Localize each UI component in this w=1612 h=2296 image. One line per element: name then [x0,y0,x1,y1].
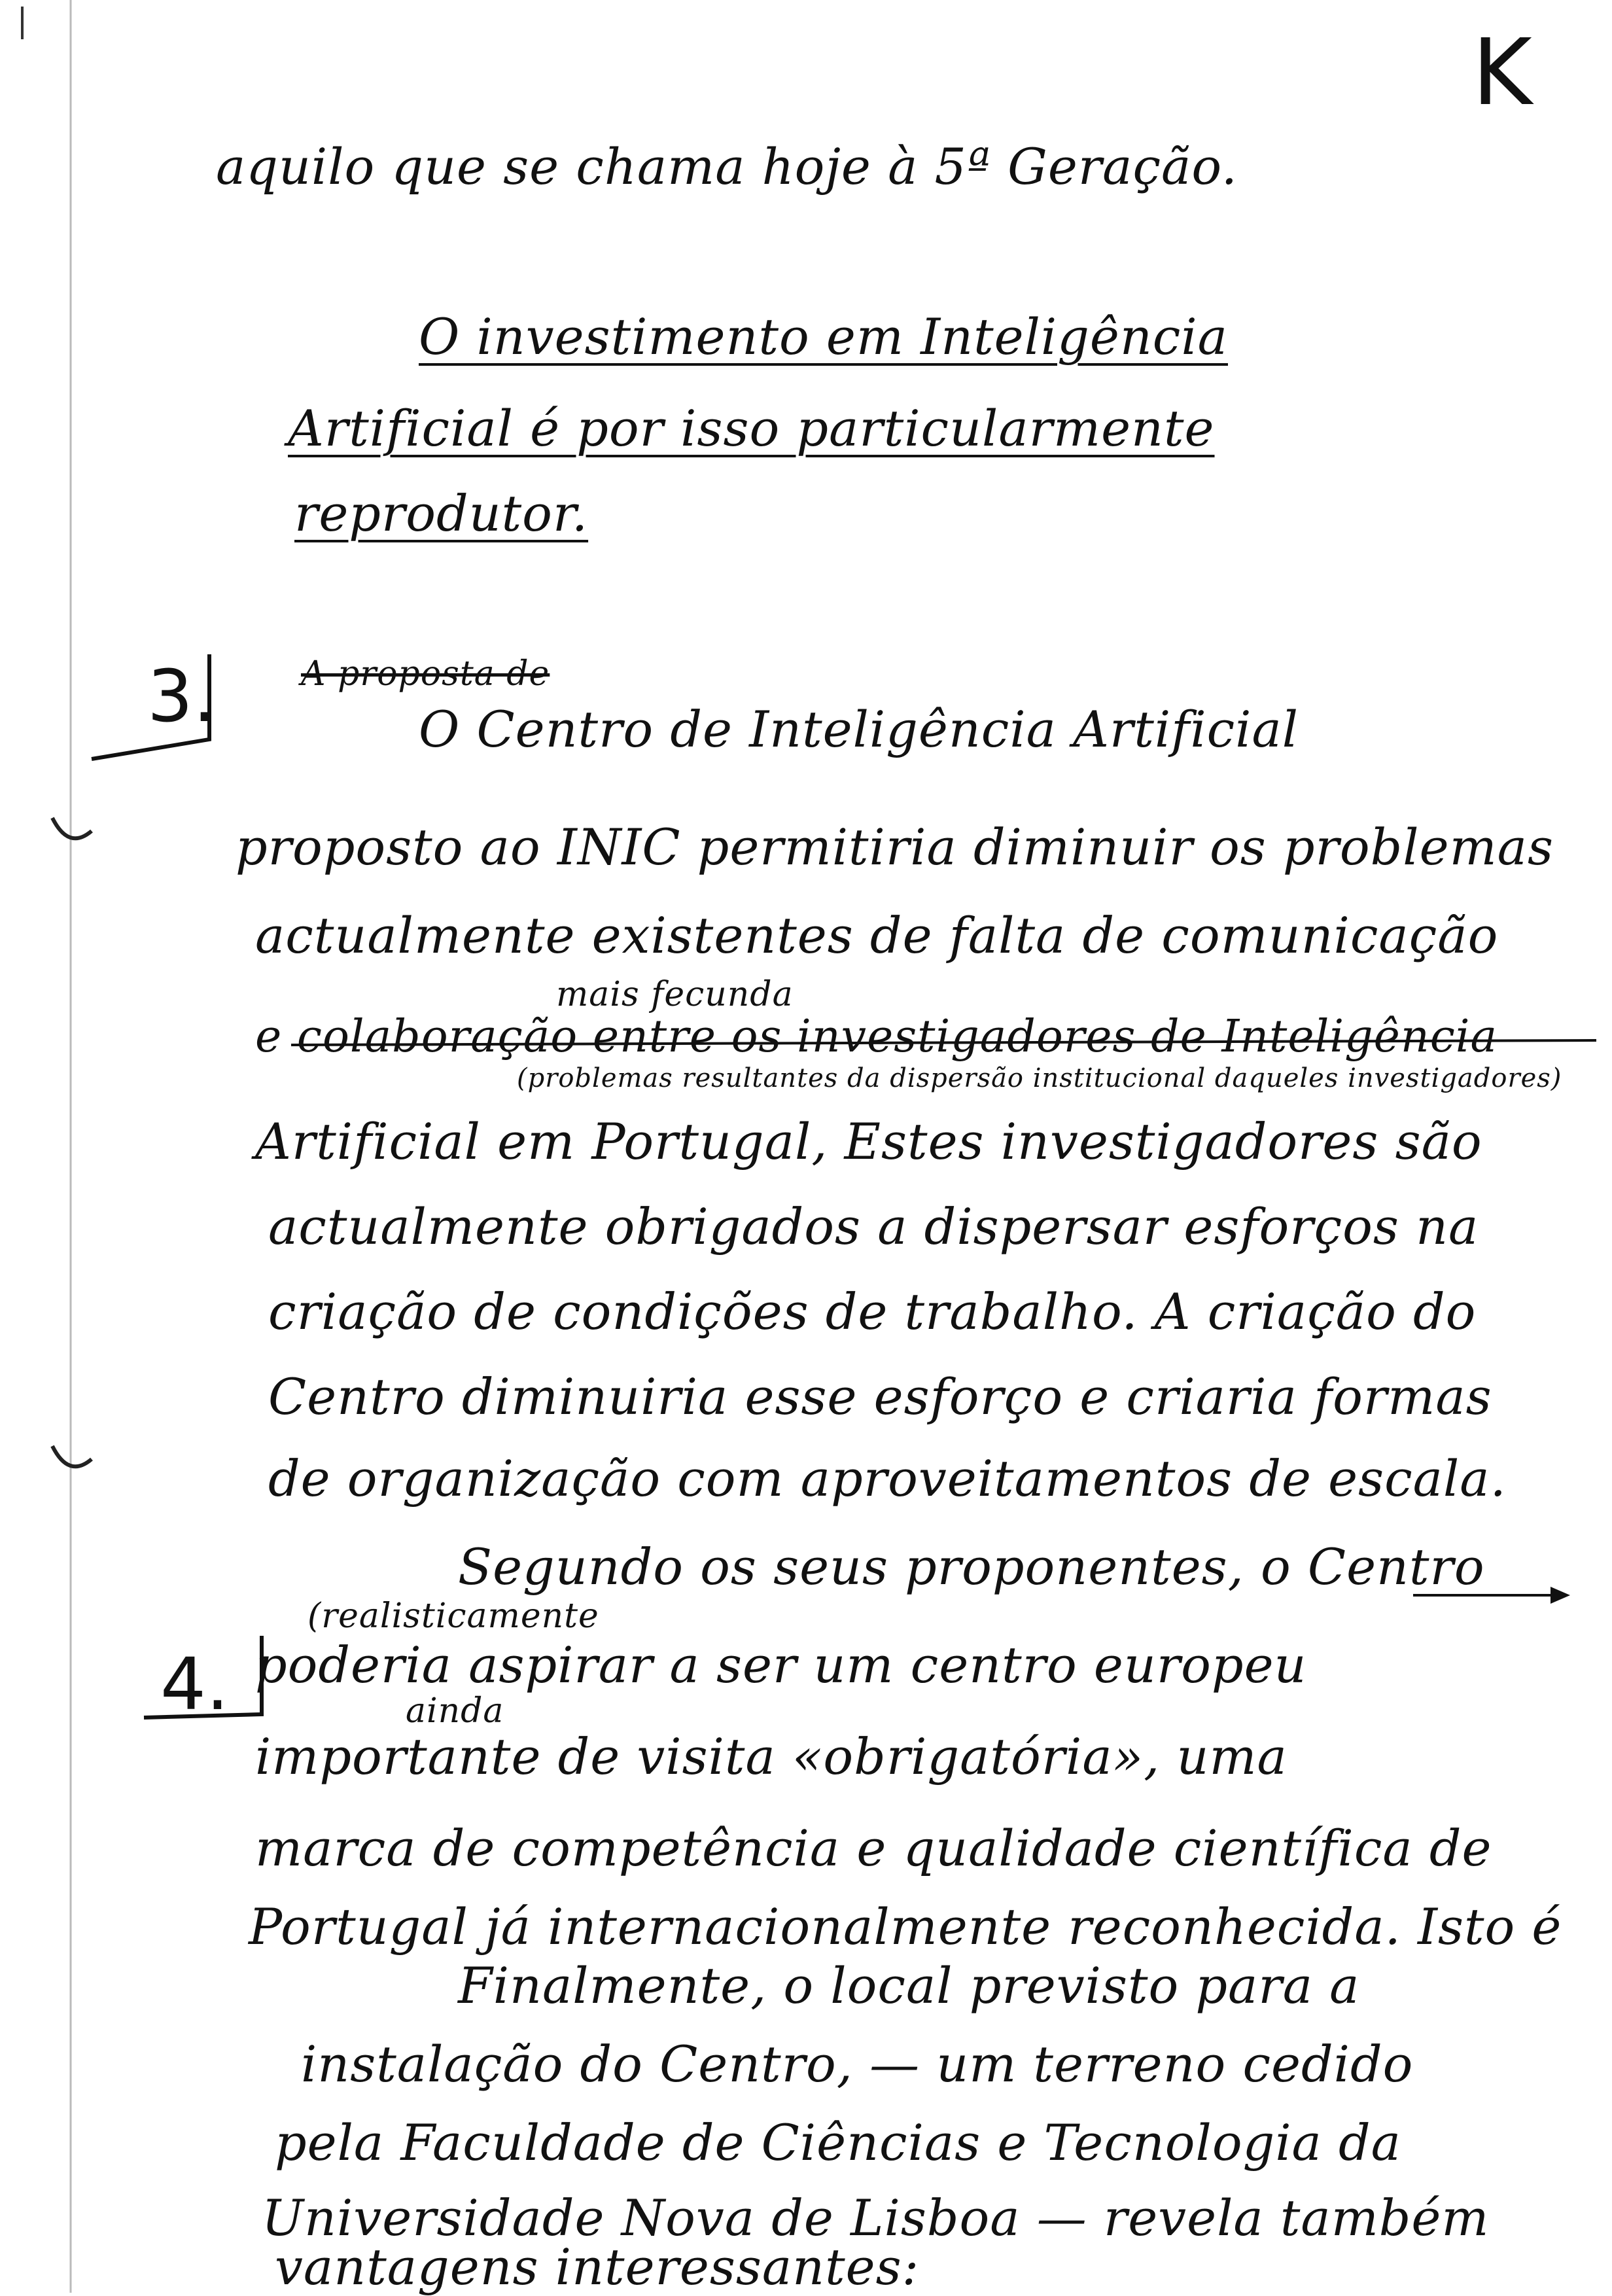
text-line-19: Portugal já internacionalmente reconhecida. Isto é [249,1898,1562,1956]
text-line-9: e colaboração entre os investigadores de Inteligência [255,1011,1498,1063]
text-line-11: actualmente obrigados a dispersar esforços na [268,1197,1479,1256]
continuation-arrowhead [1551,1587,1570,1604]
text-line-10: Artificial em Portugal, Estes investigadores são [255,1112,1482,1171]
text-line-4: reprodutor. [294,484,589,542]
text-line-23: Universidade Nova de Lisboa — revela também [262,2189,1490,2247]
text-line-6: O Centro de Inteligência Artificial [419,700,1299,758]
insertion-note-2: (problemas resultantes da dispersão institucional daqueles investigadores) [517,1063,1562,1093]
text-line-17: importante de visita «obrigatória», uma [255,1727,1288,1786]
section-number-3: 3. [147,654,216,738]
page-corner-mark: K [1472,20,1532,126]
text-line-15: Segundo os seus proponentes, o Centro [458,1538,1485,1596]
section-number-4: 4. [160,1642,229,1726]
text-line-22: pela Faculdade de Ciências e Tecnologia da [275,2113,1401,2172]
text-line-1: aquilo que se chama hoje à 5ª Geração. [216,137,1238,196]
text-line-21: instalação do Centro, — um terreno cedido [301,2035,1414,2093]
text-line-12: criação de condições de trabalho. A criação do [268,1282,1477,1341]
text-line-24: vantagens interessantes: [275,2238,920,2296]
text-line-2: O investimento em Inteligência [419,308,1228,366]
insertion-note-4: ainda [406,1691,504,1731]
text-line-16: poderia aspirar a ser um centro europeu [255,1636,1307,1694]
binding-hole-mark-1 [52,818,92,838]
text-line-20: Finalmente, o local previsto para a [458,1956,1360,2015]
text-line-14: de organização com aproveitamentos de escala. [268,1449,1507,1508]
text-line-8: actualmente existentes de falta de comunicação [255,906,1499,964]
binding-hole-mark-2 [52,1446,92,1466]
text-line-13: Centro diminuiria esse esforço e criaria formas [268,1368,1492,1426]
struck-text: A proposta de [301,654,550,694]
text-line-18: marca de competência e qualidade científica de [255,1819,1492,1877]
text-line-3: Artificial é por isso particularmente [288,399,1215,457]
insertion-note-3: (realisticamente [307,1597,599,1636]
insertion-note-1: mais fecunda [556,975,794,1014]
text-line-7: proposto ao INIC permitiria diminuir os problemas [236,818,1554,876]
